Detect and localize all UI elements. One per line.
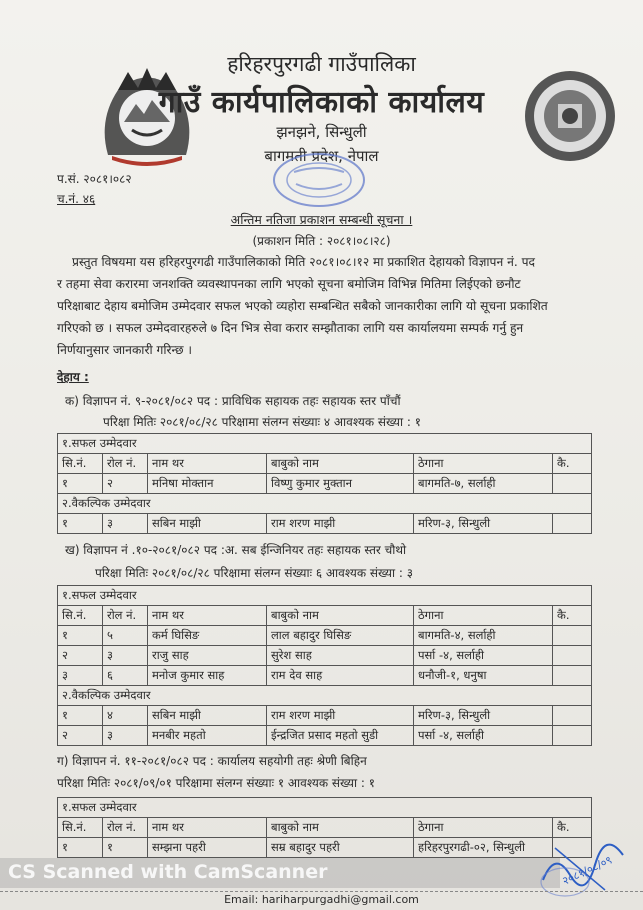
col-sn: सि.नं. (58, 454, 103, 474)
table-row (58, 706, 592, 726)
cell: धनौजी-१, धनुषा (414, 666, 553, 686)
col-name: नाम थर (148, 454, 267, 474)
section-c-exam: परिक्षा मितिः २०८१/०९/०१ परिक्षामा संलग्न संख्याः १ आवश्यक संख्या : १ (57, 776, 376, 790)
cell: बागमति-४, सर्लाही (414, 626, 553, 646)
cell (553, 514, 592, 534)
reference-number: प.सं. २०८१।०८२ (57, 172, 132, 186)
notice-para-line: प्रस्तुत विषयमा यस हरिहरपुरगढी गाउँपालिकाको मिति २०८१।०८।१२ मा प्रकाशित देहायको विज्ञापन नं. पद (72, 255, 536, 269)
cell: मरिण-३, सिन्धुली (414, 706, 553, 726)
cell: सम्झना पहरी (148, 838, 267, 858)
cell: सबिन माझी (148, 706, 267, 726)
col-father: बाबुको नाम (267, 454, 414, 474)
cell: १ (58, 626, 103, 646)
municipality-name: हरिहरपुरगढी गाउँपालिका (227, 52, 416, 76)
cell: १ (103, 838, 148, 858)
watermark-text: CS Scanned with CamScanner (8, 861, 328, 883)
section-b-ad: ख) विज्ञापन नं .१०-२०८१/०८२ पद :अ. सब ईन्जिनियर तहः सहायक स्तर चौथो (65, 543, 407, 557)
dehaya-label: देहाय : (57, 370, 89, 384)
cell: १ (58, 838, 103, 858)
footer-email: Email: hariharpurgadhi@gmail.com (224, 893, 419, 906)
notice-para-line: र तहमा सेवा करारमा जनशक्ति व्यवस्थापनका लागि भएको सूचना बमोजिम विभिन्न मितिमा लिईएको छनौट (57, 277, 521, 291)
cell: मरिण-३, सिन्धुली (414, 514, 553, 534)
cell: हरिहरपुरगढी-०२, सिन्धुली (414, 838, 553, 858)
cell: २ (58, 726, 103, 746)
camscanner-watermark (0, 858, 560, 888)
cell: ३ (103, 514, 148, 534)
cell: ३ (103, 646, 148, 666)
cell (553, 706, 592, 726)
cell: विष्णु कुमार मुक्तान (267, 474, 414, 494)
success-heading: १.सफल उम्मेदवार (58, 586, 592, 606)
cell: २ (58, 646, 103, 666)
cell: ४ (103, 706, 148, 726)
col-address: ठेगाना (414, 454, 553, 474)
notice-para-line: गरिएको छ । सफल उम्मेदवारहरुले ७ दिन भित्र सेवा करार सम्झौताका लागि यस कार्यालयमा सम्पर्क गर्नु हुन (57, 321, 524, 335)
success-heading: १.सफल उम्मेदवार (58, 798, 592, 818)
cell: २ (103, 474, 148, 494)
cell: १ (58, 474, 103, 494)
col-name: नाम थर (148, 818, 267, 838)
cell: सुरेश साह (267, 646, 414, 666)
cell: १ (58, 706, 103, 726)
col-sn: सि.नं. (58, 818, 103, 838)
section-b-table (57, 585, 592, 746)
notice-para-line: परिक्षाबाट देहाय बमोजिम उम्मेदवार सफल भएको व्यहोरा सम्बन्धित सबैको जानकारीका लागि यो सूचना प्रकाशित (57, 299, 548, 313)
table-row (58, 514, 592, 534)
cell (553, 626, 592, 646)
cell: ३ (58, 666, 103, 686)
cell: ईन्द्रजित प्रसाद महतो सुडी (267, 726, 414, 746)
cell: सम्र बहादुर पहरी (267, 838, 414, 858)
cell: मनोज कुमार साह (148, 666, 267, 686)
col-father: बाबुको नाम (267, 606, 414, 626)
cell (553, 646, 592, 666)
cell: ३ (103, 726, 148, 746)
col-address: ठेगाना (414, 818, 553, 838)
dispatch-number: च.नं. ४६ (57, 192, 96, 206)
table-row (58, 474, 592, 494)
cell: पर्सा -४, सर्लाही (414, 646, 553, 666)
table-row (58, 646, 592, 666)
section-a-exam: परिक्षा मितिः २०८१/०८/२८ परिक्षामा संलग्न संख्याः ४ आवश्यक संख्या : १ (103, 415, 422, 429)
col-remarks: कै. (553, 454, 592, 474)
cell: राम शरण माझी (267, 514, 414, 534)
col-address: ठेगाना (414, 606, 553, 626)
table-row (58, 838, 592, 858)
col-remarks: कै. (553, 818, 592, 838)
office-province: बागमती प्रदेश, नेपाल (264, 147, 379, 165)
cell: ५ (103, 626, 148, 646)
notice-title: अन्तिम नतिजा प्रकाशन सम्बन्धी सूचना । (230, 212, 413, 227)
col-sn: सि.नं. (58, 606, 103, 626)
office-stamp (264, 150, 374, 210)
cell: पर्सा -४, सर्लाही (414, 726, 553, 746)
cell (553, 726, 592, 746)
table-row (58, 666, 592, 686)
section-c-ad: ग) विज्ञापन नं. ११-२०८१/०८२ पद : कार्यालय सहयोगी तहः श्रेणी बिहिन (57, 754, 367, 768)
cell: १ (58, 514, 103, 534)
section-a-ad: क) विज्ञापन नं. ९-२०८१/०८२ पद : प्राविधिक सहायक तहः सहायक स्तर पाँचौं (65, 394, 401, 408)
cell: मनिषा मोक्तान (148, 474, 267, 494)
cell: कर्म घिसिङ (148, 626, 267, 646)
cell: ६ (103, 666, 148, 686)
cell: राजु साह (148, 646, 267, 666)
notice-para-line: निर्णयानुसार जानकारी गरिन्छ । (57, 343, 192, 357)
alternate-heading: २.वैकल्पिक उम्मेदवार (58, 686, 592, 706)
col-remarks: कै. (553, 606, 592, 626)
table-row (58, 626, 592, 646)
office-name: गाउँ कार्यपालिकाको कार्यालय (158, 85, 485, 120)
success-heading: १.सफल उम्मेदवार (58, 434, 592, 454)
office-address: झनझने, सिन्धुली (276, 123, 367, 141)
cell (553, 666, 592, 686)
section-c-table (57, 797, 592, 858)
cell: राम देव साह (267, 666, 414, 686)
col-roll: रोल नं. (103, 454, 148, 474)
alternate-heading: २.वैकल्पिक उम्मेदवार (58, 494, 592, 514)
col-father: बाबुको नाम (267, 818, 414, 838)
signature-date: २०८१/०८/०९ (560, 853, 615, 888)
cell: राम शरण माझी (267, 706, 414, 726)
cell: लाल बहादुर घिसिङ (267, 626, 414, 646)
col-roll: रोल नं. (103, 606, 148, 626)
cell: मनबीर महतो (148, 726, 267, 746)
cell (553, 474, 592, 494)
cell: बागमति-७, सर्लाही (414, 474, 553, 494)
table-row (58, 726, 592, 746)
publish-date: (प्रकाशन मिति : २०८१।०८।२८) (252, 234, 391, 248)
cell: सबिन माझी (148, 514, 267, 534)
section-a-table (57, 433, 592, 534)
col-roll: रोल नं. (103, 818, 148, 838)
section-b-exam: परिक्षा मितिः २०८१/०८/२८ परिक्षामा संलग्न संख्याः ६ आवश्यक संख्या : ३ (95, 566, 414, 580)
col-name: नाम थर (148, 606, 267, 626)
